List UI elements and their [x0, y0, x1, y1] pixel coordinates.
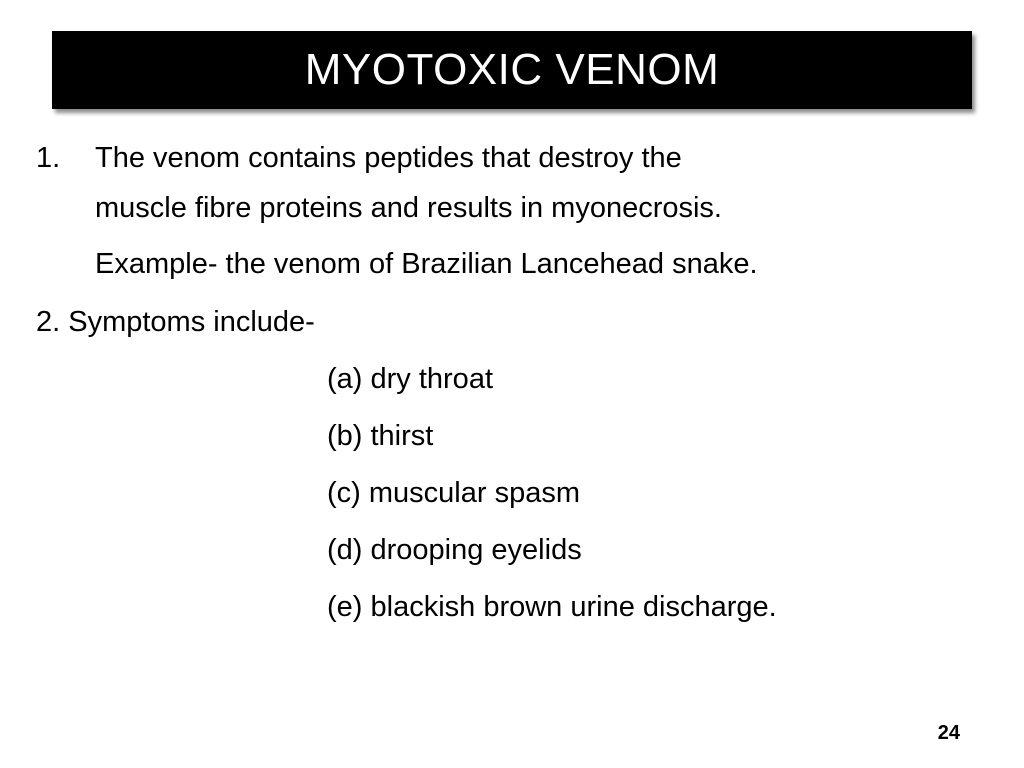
- page-number: 24: [937, 722, 960, 744]
- symptom-e: (e) blackish brown urine discharge.: [327, 591, 777, 623]
- slide-title: MYOTOXIC VENOM: [304, 45, 720, 94]
- point-1-example: Example- the venom of Brazilian Lancehead snake.: [95, 248, 758, 280]
- symptom-d: (d) drooping eyelids: [327, 534, 582, 566]
- symptom-a: (a) dry throat: [327, 363, 493, 395]
- point-1-line-2: muscle fibre proteins and results in myonecrosis.: [95, 192, 722, 224]
- point-1-number: 1.: [36, 142, 61, 174]
- point-1-line-1: The venom contains peptides that destroy the: [95, 142, 682, 174]
- symptom-c: (c) muscular spasm: [327, 477, 580, 509]
- symptom-b: (b) thirst: [327, 420, 434, 452]
- title-bar: [52, 31, 972, 109]
- point-2-heading: 2. Symptoms include-: [36, 306, 315, 338]
